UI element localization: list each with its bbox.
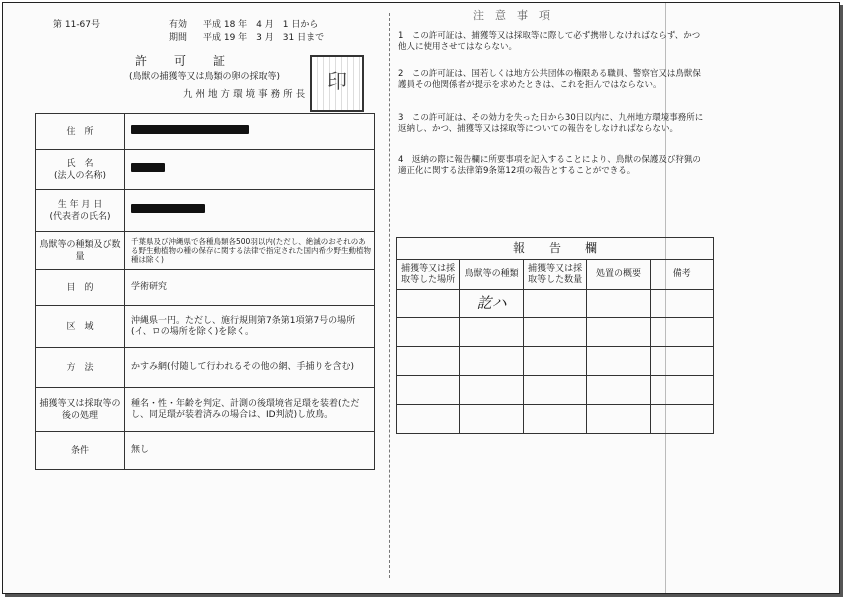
fold-line	[389, 13, 390, 578]
report-col-header: 鳥獣等の種類	[460, 260, 524, 290]
valid-label: 有効	[169, 20, 188, 30]
field-value	[125, 190, 375, 232]
report-row	[397, 318, 714, 347]
permit-title: 許 可 証	[135, 54, 227, 68]
field-label: 住 所	[36, 114, 125, 150]
redaction-bar	[131, 204, 205, 213]
report-col-header: 処置の概要	[587, 260, 650, 290]
field-row-name	[36, 150, 375, 190]
field-label: 捕獲等又は採取等の後の処理	[36, 388, 125, 432]
redaction-bar	[131, 125, 249, 134]
permit-document	[2, 2, 840, 594]
field-row-disposal	[36, 388, 375, 432]
period-label: 期間	[169, 33, 188, 43]
field-value	[125, 114, 375, 150]
report-row	[397, 290, 714, 318]
permit-fields-table	[35, 113, 375, 470]
report-col-header: 備考	[650, 260, 713, 290]
report-col-header: 捕獲等又は採取等した場所	[397, 260, 460, 290]
report-row	[397, 405, 714, 434]
report-title: 報 告 欄	[397, 238, 714, 260]
note-item: 3 この許可証は、その効力を失った日から30日以内に、九州地方環境事務所に返納し、かつ、捕獲等又は採取等についての報告をしなければならない。	[398, 113, 704, 134]
official-seal	[310, 55, 364, 112]
field-label: 鳥獣等の種類及び数量	[36, 232, 125, 270]
redaction-bar	[131, 163, 165, 172]
doc-number: 第 11-67号	[53, 20, 101, 30]
field-row-conditions	[36, 432, 375, 470]
field-value	[125, 150, 375, 190]
field-value: 千葉県及び沖縄県で各種鳥類各500羽以内(ただし、絶滅のおそれのある野生動植物の種の保存に関する法律で指定された国内希少野生動植物種は除く)	[125, 232, 375, 270]
field-value: かすみ網(付随して行われるその他の網、手捕りを含む)	[125, 348, 375, 388]
permit-subtitle: (鳥獣の捕獲等又は鳥類の卵の採取等)	[129, 72, 281, 82]
note-item: 1 この許可証は、捕獲等又は採取等に際して必ず携帯しなければならず、かつ他人に使用させてはならない。	[398, 31, 701, 52]
field-row-purpose	[36, 270, 375, 306]
note-item: 2 この許可証は、国若しくは地方公共団体の権限ある職員、警察官又は鳥獣保護員その他関係者が提示を求めたときは、これを拒んではならない。	[398, 69, 701, 90]
field-label: 生 年 月 日 (代表者の氏名)	[36, 190, 125, 232]
field-row-birthdate	[36, 190, 375, 232]
report-col-header: 捕獲等又は採取等した数量	[523, 260, 586, 290]
field-label: 目 的	[36, 270, 125, 306]
issuer: 九 州 地 方 環 境 事 務 所 長	[183, 89, 306, 100]
field-row-area	[36, 306, 375, 348]
field-row-species	[36, 232, 375, 270]
field-label: 氏 名 (法人の名称)	[36, 150, 125, 190]
report-table	[396, 237, 714, 434]
field-value: 種名・性・年齢を判定、計測の後環境省足環を装着(ただし、同足環が装着済みの場合は、ID判読)し放鳥。	[125, 388, 375, 432]
field-value: 学術研究	[125, 270, 375, 306]
valid-to: 平成 19 年 3 月 31 日まで	[203, 33, 325, 43]
valid-from: 平成 18 年 4 月 1 日から	[203, 20, 319, 30]
notes-heading: 注 意 事 項	[473, 9, 550, 22]
note-item: 4 返納の際に報告欄に所要事項を記入することにより、鳥獣の保護及び狩猟の適正化に関する法律第9条第12項の報告とすることができる。	[398, 155, 701, 176]
report-row	[397, 376, 714, 405]
field-label: 区 域	[36, 306, 125, 348]
field-value: 無し	[125, 432, 375, 470]
field-label: 条件	[36, 432, 125, 470]
field-label: 方 法	[36, 348, 125, 388]
field-value: 沖縄県一円。ただし、施行規則第7条第1項第7号の場所(イ、ロの場所を除く)を除く。	[125, 306, 375, 348]
handwritten-entry: 訖ハ	[460, 290, 524, 318]
report-row	[397, 347, 714, 376]
field-row-address	[36, 114, 375, 150]
seal-text: 印	[327, 69, 347, 93]
field-row-method	[36, 348, 375, 388]
